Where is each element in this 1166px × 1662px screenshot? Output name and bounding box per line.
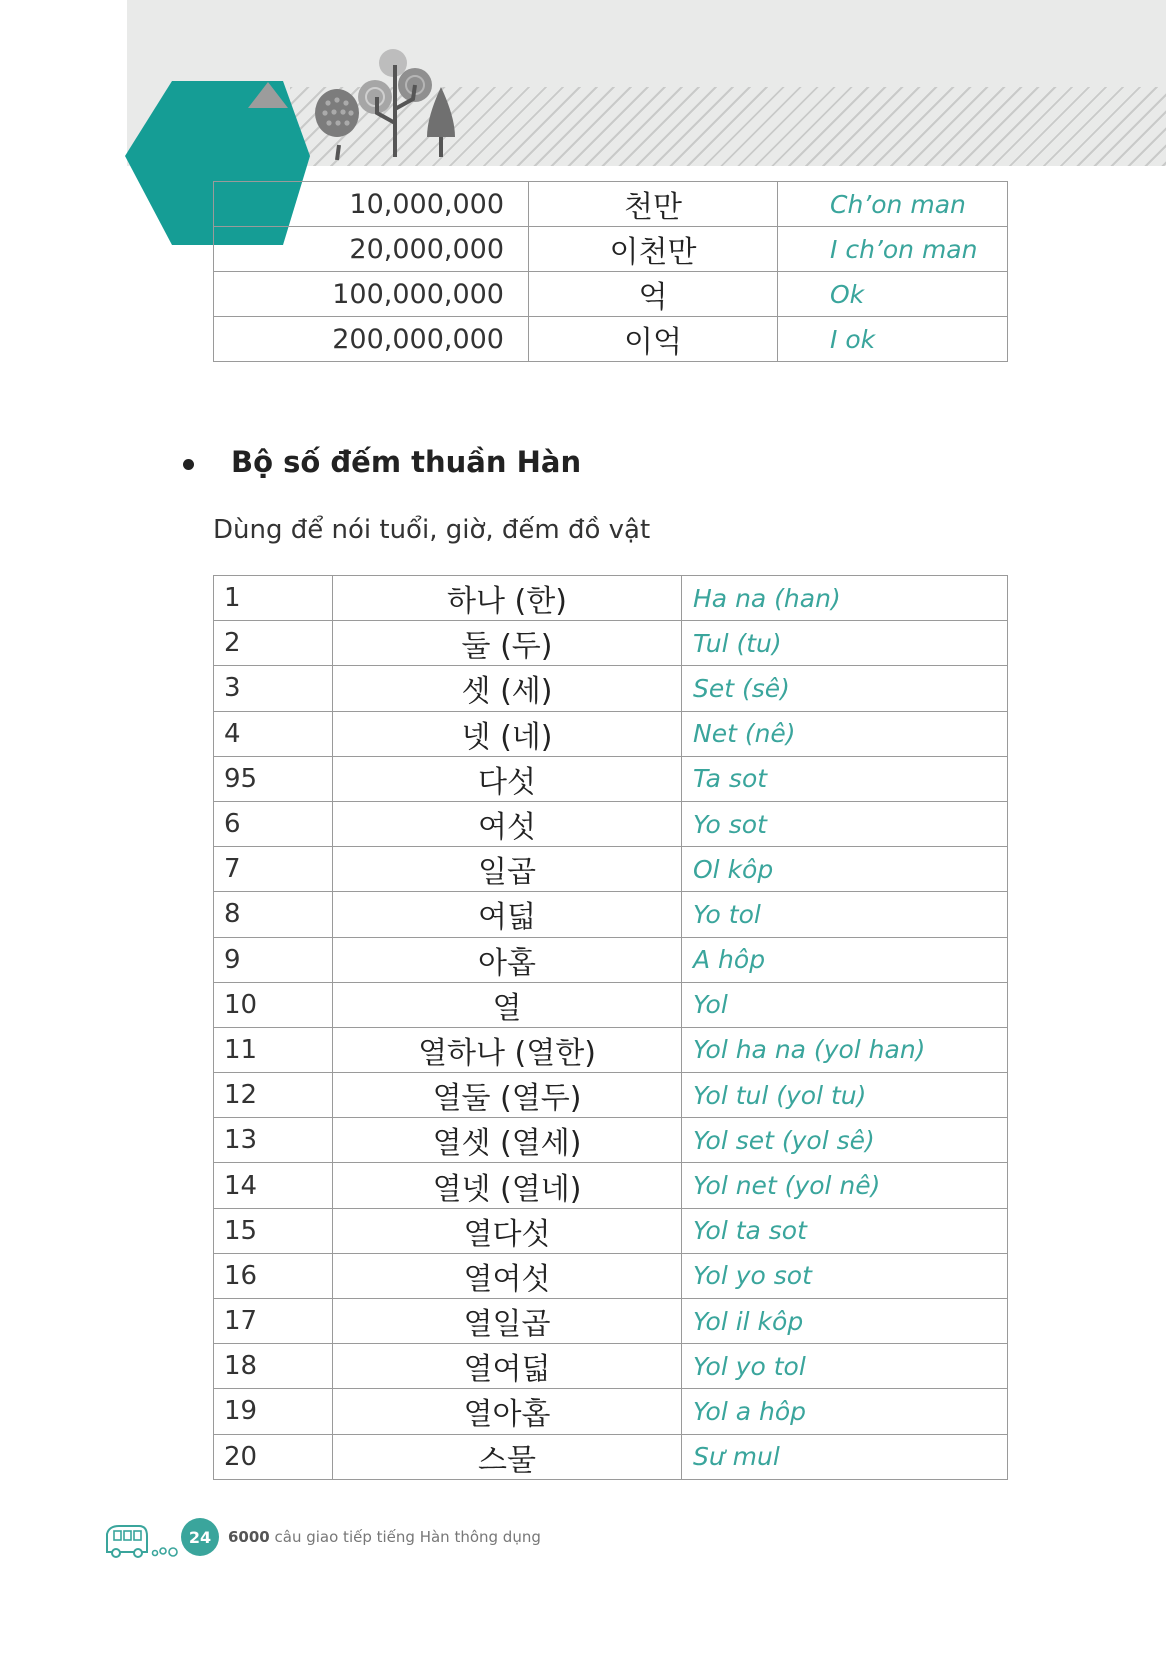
romanization-cell: Yol ta sot [682,1208,1008,1253]
table-row [214,272,1008,317]
romanization-cell: Ha na (han) [682,576,1008,621]
korean-cell: 억 [529,272,778,317]
table-row [214,756,1008,801]
number-cell: 100,000,000 [214,272,529,317]
number-cell: 9 [214,937,333,982]
romanization-cell: I ch’on man [778,227,1008,272]
table-row [214,1253,1008,1298]
bus-icon [103,1522,183,1560]
korean-cell: 여섯 [333,801,682,846]
romanization-cell: Net (nê) [682,711,1008,756]
korean-cell: 천만 [529,182,778,227]
footer-book-title [228,1528,541,1546]
footer-title-bold: 6000 [228,1528,270,1546]
romanization-cell: Yol il kôp [682,1299,1008,1344]
table-row [214,621,1008,666]
romanization-cell: Yol [682,982,1008,1027]
number-cell: 16 [214,1253,333,1298]
korean-cell: 열여섯 [333,1253,682,1298]
korean-cell: 하나 (한) [333,576,682,621]
korean-cell: 열여덟 [333,1344,682,1389]
table-row [214,847,1008,892]
number-cell: 200,000,000 [214,317,529,362]
table-row [214,982,1008,1027]
section-subtitle: Dùng để nói tuổi, giờ, đếm đồ vật [213,515,651,545]
table-row [214,892,1008,937]
table-row [214,801,1008,846]
korean-cell: 열 [333,982,682,1027]
table-row [214,317,1008,362]
bullet-icon [183,459,194,470]
romanization-cell: Tul (tu) [682,621,1008,666]
romanization-cell: Ta sot [682,756,1008,801]
table-row [214,711,1008,756]
korean-cell: 열일곱 [333,1299,682,1344]
romanization-cell: Ol kôp [682,847,1008,892]
romanization-cell: Yol yo sot [682,1253,1008,1298]
page-footer [103,1518,703,1568]
number-cell: 11 [214,1027,333,1072]
korean-cell: 넷 (네) [333,711,682,756]
korean-cell: 여덟 [333,892,682,937]
table-row [214,1389,1008,1434]
table-row [214,937,1008,982]
large-numbers-table [213,181,1008,362]
korean-cell: 이천만 [529,227,778,272]
table-row [214,182,1008,227]
number-cell: 6 [214,801,333,846]
romanization-cell: Yol ha na (yol han) [682,1027,1008,1072]
korean-cell: 열다섯 [333,1208,682,1253]
number-cell: 7 [214,847,333,892]
number-cell: 12 [214,1073,333,1118]
footer-title-rest: câu giao tiếp tiếng Hàn thông dụng [269,1528,541,1546]
number-cell: 3 [214,666,333,711]
romanization-cell: Yo tol [682,892,1008,937]
table-row [214,1434,1008,1479]
romanization-cell: A hôp [682,937,1008,982]
romanization-cell: Sư mul [682,1434,1008,1479]
number-cell: 8 [214,892,333,937]
number-cell: 95 [214,756,333,801]
page-number: 24 [181,1518,219,1556]
number-cell: 15 [214,1208,333,1253]
korean-cell: 열둘 (열두) [333,1073,682,1118]
korean-cell: 일곱 [333,847,682,892]
romanization-cell: Yol set (yol sê) [682,1118,1008,1163]
korean-cell: 스물 [333,1434,682,1479]
table-row [214,1163,1008,1208]
number-cell: 10 [214,982,333,1027]
number-cell: 10,000,000 [214,182,529,227]
table-row [214,1299,1008,1344]
romanization-cell: Set (sê) [682,666,1008,711]
romanization-cell: Ok [778,272,1008,317]
table-row [214,227,1008,272]
table-row [214,1208,1008,1253]
korean-cell: 열아홉 [333,1389,682,1434]
korean-cell: 열하나 (열한) [333,1027,682,1072]
number-cell: 20 [214,1434,333,1479]
number-cell: 14 [214,1163,333,1208]
romanization-cell: Yo sot [682,801,1008,846]
romanization-cell: Yol yo tol [682,1344,1008,1389]
romanization-cell: Yol net (yol nê) [682,1163,1008,1208]
romanization-cell: Yol tul (yol tu) [682,1073,1008,1118]
korean-cell: 셋 (세) [333,666,682,711]
romanization-cell: Ch’on man [778,182,1008,227]
table-row [214,666,1008,711]
number-cell: 13 [214,1118,333,1163]
korean-cell: 둘 (두) [333,621,682,666]
number-cell: 1 [214,576,333,621]
number-cell: 2 [214,621,333,666]
korean-cell: 열셋 (열세) [333,1118,682,1163]
table-row [214,1344,1008,1389]
table-row [214,1073,1008,1118]
korean-cell: 다섯 [333,756,682,801]
korean-cell: 이억 [529,317,778,362]
table-row [214,576,1008,621]
number-cell: 20,000,000 [214,227,529,272]
table-row [214,1027,1008,1072]
section-title: Bộ số đếm thuần Hàn [231,445,582,479]
number-cell: 18 [214,1344,333,1389]
table-row [214,1118,1008,1163]
native-numbers-table [213,575,1008,1480]
number-cell: 19 [214,1389,333,1434]
romanization-cell: Yol a hôp [682,1389,1008,1434]
korean-cell: 아홉 [333,937,682,982]
romanization-cell: I ok [778,317,1008,362]
number-cell: 4 [214,711,333,756]
cone-tree-icon [427,87,455,137]
number-cell: 17 [214,1299,333,1344]
korean-cell: 열넷 (열네) [333,1163,682,1208]
